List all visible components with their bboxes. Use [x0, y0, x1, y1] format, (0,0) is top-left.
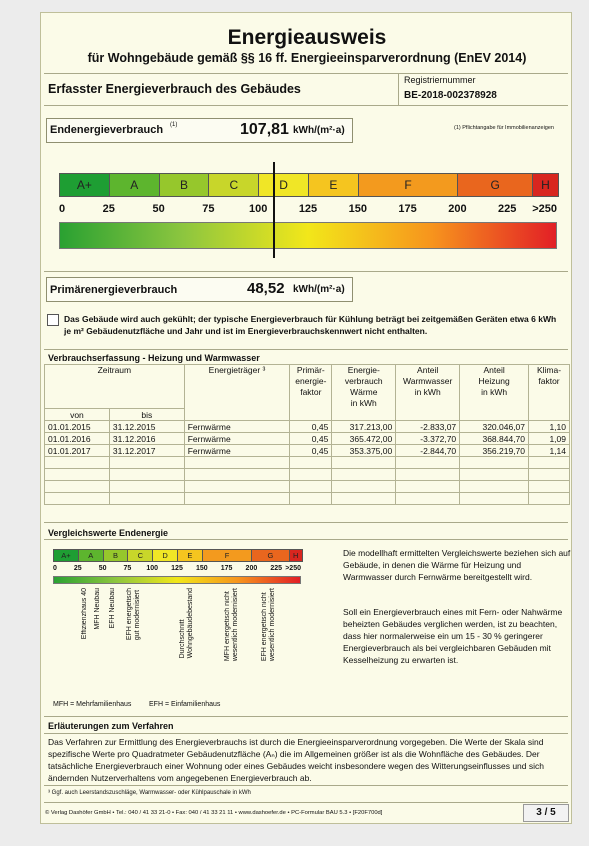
primary-energy-label: Primärenergieverbrauch	[50, 284, 178, 296]
footer-publisher: © Verlag Dashöfer GmbH • Tel.: 040 / 41 33 21-0 • Fax: 040 / 41 33 21 11 • www.dashoefer.de • PC-Formular BAU 5.3 • [F20F700d]	[45, 810, 383, 816]
table-cell	[109, 457, 184, 469]
scale-tick: 50	[152, 203, 165, 215]
comparison-title: Vergleichswerte Endenergie	[48, 528, 169, 538]
comparison-text-1: Die modellhaft ermittelten Vergleichswerte beziehen sich auf Gebäude, in denen die Wärme für Heizung und Warmwasser durch Fernwärme bereitgestellt wird.	[343, 548, 571, 582]
scale-tick: 225	[270, 565, 283, 572]
table-cell: 01.01.2016	[45, 433, 110, 445]
table-cell: Fernwärme	[184, 421, 290, 433]
primary-energy-unit: kWh/(m²·a)	[293, 284, 345, 295]
energy-class-h: H	[533, 174, 558, 196]
comparison-text-2: Soll ein Energieverbrauch eines mit Fern- oder Nahwärme beheizten Gebäudes verglichen werden, ist zu beachten, dass hier normalerweise ein um 15 - 30 % geringerer Energieverbrauch als bei vergleichbaren Gebäuden mit Kesselheizung zu erwarten ist.	[343, 607, 563, 665]
divider	[44, 733, 568, 734]
table-cell	[396, 481, 460, 493]
header-climate: Klima- faktor	[529, 365, 570, 421]
table-cell: -3.372,70	[396, 433, 460, 445]
table-cell: Fernwärme	[184, 433, 290, 445]
table-cell: 01.01.2017	[45, 445, 110, 457]
energy-class-c: C	[209, 174, 259, 196]
table-cell	[332, 457, 396, 469]
table-cell	[396, 457, 460, 469]
consumption-table	[44, 364, 570, 505]
table-cell: 31.12.2017	[109, 445, 184, 457]
table-cell	[529, 481, 570, 493]
legend-mfh: MFH = Mehrfamilienhaus	[53, 701, 132, 708]
table-cell: 356.219,70	[460, 445, 529, 457]
energy-class-b: B	[104, 550, 129, 561]
table-cell	[184, 469, 290, 481]
table-row	[45, 445, 570, 457]
table-cell: 01.01.2015	[45, 421, 110, 433]
energy-class-a: A	[110, 174, 160, 196]
table-cell: 1,09	[529, 433, 570, 445]
table-cell	[460, 457, 529, 469]
table-cell	[45, 481, 110, 493]
header-period-label: Zeitraum	[97, 365, 132, 375]
table-cell: 317.213,00	[332, 421, 396, 433]
primary-energy-box	[46, 277, 353, 302]
end-energy-unit: kWh/(m²·a)	[293, 125, 345, 136]
header-share-ww: Anteil Warmwasser in kWh	[396, 365, 460, 421]
energy-class-e: E	[178, 550, 203, 561]
divider	[44, 716, 568, 717]
table-cell	[184, 481, 290, 493]
energy-class-h: H	[290, 550, 302, 561]
scale-tick: 150	[195, 565, 208, 572]
table-cell	[332, 469, 396, 481]
scale-tick: 175	[220, 565, 233, 572]
table-cell: -2.844,70	[396, 445, 460, 457]
table-cell	[529, 469, 570, 481]
cooling-note: Das Gebäude wird auch gekühlt; der typische Energieverbrauch für Kühlung beträgt bei zeitgemäßen Geräten etwa 6 kWh je m² Gebäudenutzfläche und Jahr und ist im Energieverbrauchskennwert nicht enthalten.	[64, 314, 557, 336]
table-cell: 365.472,00	[332, 433, 396, 445]
cooling-checkbox[interactable]	[47, 314, 59, 326]
table-cell	[460, 493, 529, 505]
energy-class-a-plus: A+	[54, 550, 79, 561]
divider	[44, 522, 568, 523]
legend-efh: EFH = Einfamilienhaus	[149, 701, 221, 708]
energy-class-g: G	[458, 174, 533, 196]
table-row	[45, 421, 570, 433]
scale-tick: 100	[146, 565, 159, 572]
table-cell: 353.375,00	[332, 445, 396, 457]
energy-class-g: G	[252, 550, 289, 561]
scale-tick: 100	[249, 203, 268, 215]
energy-class-f: F	[359, 174, 459, 196]
header-carrier	[184, 365, 290, 421]
end-energy-footnote-ref: (1)	[170, 122, 178, 128]
reference-label: EFH energetisch nicht wesentlich modernisiert	[261, 588, 277, 662]
table-cell	[290, 469, 332, 481]
divider	[44, 105, 568, 106]
header-carrier-label: Energieträger ³	[208, 365, 266, 375]
table-cell	[45, 493, 110, 505]
divider	[44, 271, 568, 272]
table-cell	[332, 493, 396, 505]
reference-label: EFH energetisch gut modernisiert	[126, 588, 142, 641]
reference-label: Durchschnitt Wohngebäudebestand	[178, 588, 194, 659]
table-cell	[290, 457, 332, 469]
table-cell	[290, 481, 332, 493]
table-cell	[529, 493, 570, 505]
energy-gradient-bar	[59, 222, 557, 249]
table-row	[45, 433, 570, 445]
scale-tick: 225	[498, 203, 517, 215]
reference-label: MFH energetisch nicht wesentlich modernisiert	[223, 588, 239, 662]
scale-tick: 0	[53, 565, 57, 572]
divider	[44, 785, 568, 786]
header-share-heat: Anteil Heizung in kWh	[460, 365, 529, 421]
table-cell: 320.046,07	[460, 421, 529, 433]
table-cell	[290, 493, 332, 505]
header-factor: Primär- energie- faktor	[290, 365, 332, 421]
table-cell: 0,45	[290, 421, 332, 433]
table-cell	[184, 457, 290, 469]
table-cell: 31.12.2015	[109, 421, 184, 433]
explanation-text: Das Verfahren zur Ermittlung des Energieverbrauchs ist durch die Energieeinsparverordnung vorgegeben. Die Werte der Skala sind spezifische Werte pro Quadratmeter Gebäudenutzfläche (Aₙ) die im Allgemeinen größer ist als die Wohnfläche des Gebäudes. Der tatsächliche Energieverbrauch einer Wohnung oder eines Gebäudes weicht insbesondere wegen des Witterungseinflusses und sich ändernden Nutzerverhaltens vom angegebenen Energieverbrauch ab.	[48, 737, 544, 783]
comparison-scale-ticks	[53, 565, 301, 575]
scale-tick: 0	[59, 203, 66, 215]
table-cell: 1,10	[529, 421, 570, 433]
header-to: bis	[109, 409, 184, 421]
energy-class-f: F	[203, 550, 253, 561]
page-number: 3 / 5	[523, 804, 569, 822]
table-cell: 368.844,70	[460, 433, 529, 445]
scale-tick: 75	[123, 565, 132, 572]
end-energy-label: Endenergieverbrauch	[50, 124, 164, 136]
header-from: von	[45, 409, 110, 421]
energy-certificate-page	[40, 12, 572, 824]
table-row	[45, 493, 570, 505]
table-cell	[109, 469, 184, 481]
explanation-title: Erläuterungen zum Verfahren	[48, 721, 174, 731]
energy-class-e: E	[309, 174, 359, 196]
divider	[44, 349, 568, 350]
table-cell	[45, 469, 110, 481]
table-cell	[184, 493, 290, 505]
header-consumption: Energie- verbrauch Wärme in kWh	[332, 365, 396, 421]
energy-class-a-plus: A+	[60, 174, 110, 196]
end-energy-box	[46, 118, 353, 143]
divider	[44, 539, 568, 540]
table-cell: 31.12.2016	[109, 433, 184, 445]
energy-class-scale	[59, 173, 559, 197]
table-cell	[396, 469, 460, 481]
energy-class-d: D	[259, 174, 309, 196]
scale-tick: 50	[98, 565, 107, 572]
divider	[44, 802, 568, 803]
scale-tick: >250	[532, 203, 557, 215]
registration-number: BE-2018-002378928	[404, 90, 497, 101]
registration-box	[398, 73, 566, 105]
header-period	[45, 365, 185, 409]
energy-class-c: C	[128, 550, 153, 561]
table-cell	[460, 469, 529, 481]
primary-energy-value: 48,52	[247, 280, 285, 297]
scale-tick: 25	[73, 565, 82, 572]
section-title-consumption: Erfasster Energieverbrauch des Gebäudes	[48, 82, 301, 96]
scale-tick: >250	[285, 565, 301, 572]
scale-tick: 75	[202, 203, 215, 215]
reference-label: MFH Neubau	[93, 588, 101, 630]
registration-label: Registriernummer	[404, 75, 476, 85]
energy-class-a: A	[79, 550, 104, 561]
scale-tick: 200	[245, 565, 258, 572]
table-cell	[529, 457, 570, 469]
table-row	[45, 469, 570, 481]
scale-tick: 200	[448, 203, 467, 215]
energy-scale-ticks	[59, 203, 557, 217]
end-energy-indicator-line	[273, 162, 275, 258]
energy-class-b: B	[160, 174, 210, 196]
end-energy-value: 107,81	[240, 121, 289, 138]
consumption-table-title: Verbrauchserfassung - Heizung und Warmwasser	[48, 353, 260, 363]
table-row	[45, 481, 570, 493]
footnote: ³ Ggf. auch Leerstandszuschläge, Warmwasser- oder Kühlpauschale in kWh	[48, 790, 251, 796]
table-cell	[109, 481, 184, 493]
energy-class-d: D	[153, 550, 178, 561]
table-cell	[109, 493, 184, 505]
scale-tick: 150	[348, 203, 367, 215]
end-energy-note: (1) Pflichtangabe für Immobilienanzeigen	[454, 125, 554, 131]
table-cell: 0,45	[290, 445, 332, 457]
table-cell	[45, 457, 110, 469]
reference-label: EFH Neubau	[108, 588, 116, 629]
scale-tick: 175	[398, 203, 417, 215]
table-cell: -2.833,07	[396, 421, 460, 433]
scale-tick: 125	[298, 203, 318, 215]
document-subtitle: für Wohngebäude gemäß §§ 16 ff. Energieeinsparverordnung (EnEV 2014)	[87, 51, 527, 65]
scale-tick: 125	[171, 565, 183, 572]
comparison-gradient-bar	[53, 576, 301, 584]
scale-tick: 25	[102, 203, 115, 215]
table-cell: 0,45	[290, 433, 332, 445]
document-title: Energieausweis	[227, 26, 387, 49]
table-cell	[460, 481, 529, 493]
table-cell	[396, 493, 460, 505]
reference-label: Effizienzhaus 40	[80, 588, 88, 640]
table-cell: Fernwärme	[184, 445, 290, 457]
table-row	[45, 457, 570, 469]
table-cell	[332, 481, 396, 493]
comparison-class-scale	[53, 549, 303, 562]
table-cell: 1,14	[529, 445, 570, 457]
